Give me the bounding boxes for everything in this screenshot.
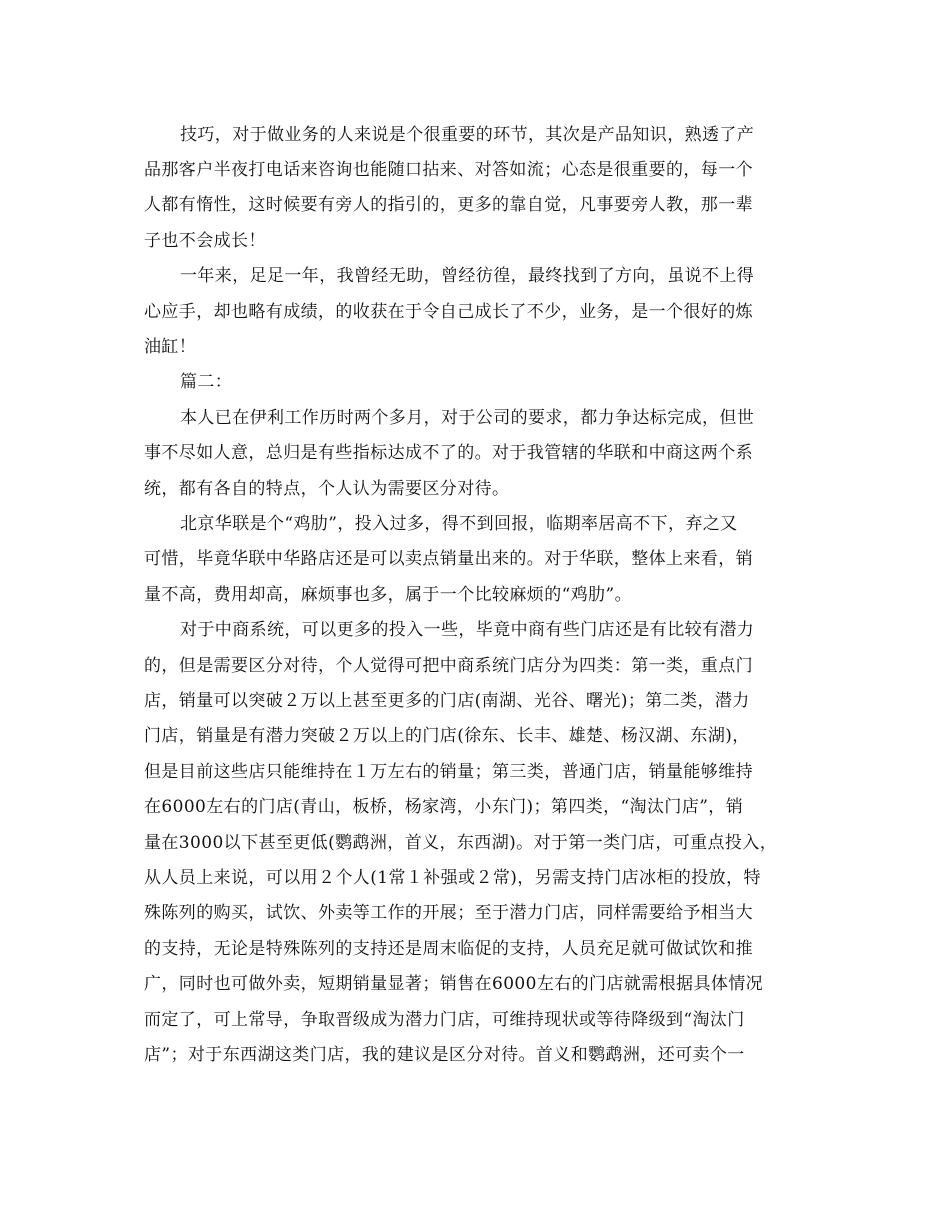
text-line: 在6000左右的门店(青山，板桥，杨家湾，小东门)；第四类，“淘汰门店”，销 — [144, 797, 744, 817]
text-line: 店”；对于东西湖这类门店，我的建议是区分对待。首义和鹦鹉洲，还可卖个一 — [144, 1045, 745, 1065]
text-line: 子也不会成长！ — [144, 231, 266, 251]
text-line: 从人员上来说，可以用２个人(1常１补强或２常)，另需支持门店冰柜的投放，特 — [144, 868, 761, 888]
text-line: 门店，销量是有潜力突破２万以上的门店(徐东、长丰、雄楚、杨汉湖、东湖)， — [144, 726, 750, 746]
text-line: 本人已在伊利工作历时两个多月，对于公司的要求，都力争达标完成，但世 — [180, 408, 755, 428]
text-line: 油缸！ — [144, 337, 197, 357]
text-line: 可惜，毕竟华联中华路店还是可以卖点销量出来的。对于华联，整体上来看，销 — [144, 549, 753, 569]
text-line: 量在3000以下甚至更低(鹦鹉洲，首义，东西湖)。对于第一类门店，可重点投入， — [144, 833, 778, 853]
text-line: 品那客户半夜打电话来咨询也能随口拈来、对答如流；心态是很重要的，每一个 — [144, 160, 753, 180]
text-line: 量不高，费用却高，麻烦事也多，属于一个比较麻烦的“鸡肋”。 — [144, 585, 632, 605]
section-heading: 篇二： — [180, 372, 233, 392]
text-line: 但是目前这些店只能维持在１万左右的销量；第三类，普通门店，销量能够维持 — [144, 762, 753, 782]
text-line: 事不尽如人意，总归是有些指标达成不了的。对于我管辖的华联和中商这两个系 — [144, 443, 753, 463]
text-line: 店，销量可以突破２万以上甚至更多的门店(南湖、光谷、曙光)；第二类，潜力 — [144, 691, 750, 711]
text-line: 对于中商系统，可以更多的投入一些，毕竟中商有些门店还是有比较有潜力 — [180, 620, 755, 640]
text-line: 的支持，无论是特殊陈列的支持还是周末临促的支持，人员充足就可做试饮和推 — [144, 939, 753, 959]
text-line: 北京华联是个“鸡肋”，投入过多，得不到回报，临期率居高不下，弃之又 — [180, 514, 738, 534]
text-line: 的，但是需要区分对待，个人觉得可把中商系统门店分为四类：第一类，重点门 — [144, 656, 753, 676]
text-line: 殊陈列的购买，试饮、外卖等工作的开展；至于潜力门店，同样需要给予相当大 — [144, 903, 753, 923]
text-line: 统，都有各自的特点，个人认为需要区分对待。 — [144, 479, 510, 499]
text-line: 心应手，却也略有成绩，的收获在于令自己成长了不少，业务，是一个很好的炼 — [144, 302, 753, 322]
text-line: 人都有惰性，这时候要有旁人的指引的，更多的靠自觉，凡事要旁人教，那一辈 — [144, 195, 753, 215]
text-line: 而定了，可上常导，争取晋级成为潜力门店，可维持现状或等待降级到“淘汰门 — [144, 1010, 745, 1030]
text-line: 一年来，足足一年，我曾经无助，曾经彷徨，最终找到了方向，虽说不上得 — [180, 266, 755, 286]
text-line: 技巧，对于做业务的人来说是个很重要的环节，其次是产品知识，熟透了产 — [180, 125, 755, 145]
text-line: 广，同时也可做外卖，短期销量显著；销售在6000左右的门店就需根据具体情况 — [144, 974, 764, 994]
